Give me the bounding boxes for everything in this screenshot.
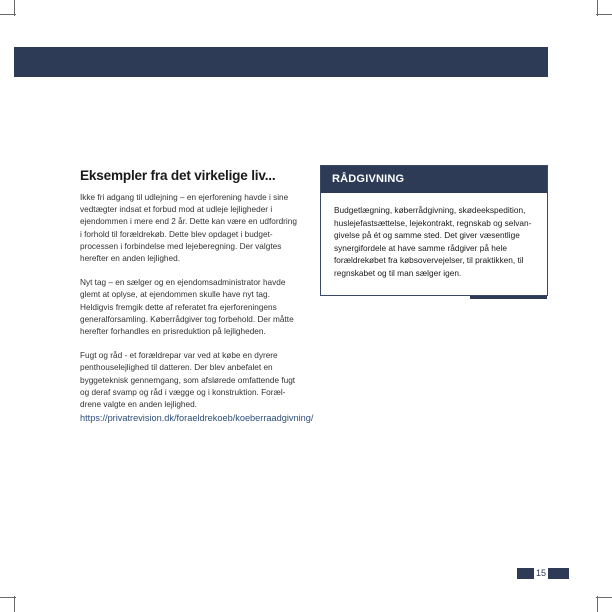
crop-mark-left-bottom [0, 597, 16, 598]
paragraph-line: generalforsamling. Køberrådgiver tog forbehold. Der måtte [80, 314, 294, 324]
header-bar [14, 47, 548, 77]
box-body [321, 193, 547, 280]
box-title: RÅDGIVNING [321, 166, 547, 193]
koeberraadgivning-link[interactable]: https://privatrevision.dk/foraeldrekoeb/koeberraadgivning/ [80, 413, 314, 423]
crop-mark-bottom-left [14, 596, 15, 612]
paragraph-line: glemt at oplyse, at ejendommen skulle have nyt tag. [80, 290, 270, 300]
crop-mark-bottom-right [597, 596, 598, 612]
paragraph-line: ejendommen i mere end 2 år. Dette kan være en udfordring [80, 217, 297, 227]
page-number: 15 [535, 568, 546, 578]
box-line: synergifordele at have samme rådgiver på hele [334, 242, 507, 253]
paragraph-line: drene valgte en anden lejlighed. [80, 400, 197, 410]
paragraph-line: i forhold til forældrekøb. Dette blev opdaget i budget- [80, 229, 273, 239]
box-line: huslejefastsættelse, lejekontrakt, regnskab og selvan- [334, 217, 532, 228]
example-paragraph-1 [80, 192, 312, 265]
section-heading: Eksempler fra det virkelige liv... [80, 168, 276, 183]
paragraph-line: Heldigvis fremgik dette af referatet fra ejerforeningens [80, 302, 277, 312]
crop-mark-left-top [0, 14, 16, 15]
example-paragraph-2 [80, 277, 312, 338]
paragraph-line: byggeteknisk gennemgang, som afslørede omfattende fugt [80, 375, 296, 385]
raadgivning-box [320, 165, 548, 296]
example-paragraph-3 [80, 350, 312, 411]
paragraph-line: herefter en anden lejlighed. [80, 254, 180, 264]
paragraph-line: Nyt tag – en sælger og en ejendomsadministrator havde [80, 278, 286, 288]
examples-column [80, 168, 312, 423]
box-line: forældrekøbet fra købsovervejelser, til praktikken, til [334, 255, 524, 266]
box-line: regnskabet og til man sælger igen. [334, 267, 462, 278]
paragraph-line: og deraf svamp og råd i vægge og i konstruktion. Foræl- [80, 387, 286, 397]
paragraph-line: Ikke fri adgang til udlejning – en ejerforening havde i sine [80, 193, 289, 202]
box-line: givelse på ét og samme sted. Det giver væsentlige [334, 230, 520, 241]
paragraph-line: penthouselejlighed til datteren. Der blev anbefalet en [80, 363, 273, 373]
paragraph-line: processen i forbindelse med lejeberegning. Der valgtes [80, 241, 282, 251]
crop-mark-right-top [596, 14, 612, 15]
paragraph-line: herefter forhandles en prisreduktion på lejligheden. [80, 327, 266, 337]
crop-mark-right-bottom [596, 597, 612, 598]
paragraph-line: Fugt og råd - et forældrepar var ved at købe en dyrere [80, 351, 278, 361]
box-line: Budgetlægning, køberrådgivning, skødeekspedition, [334, 205, 526, 215]
paragraph-line: vedtægter indsat et forbud mod at udleje lejligheder i [80, 205, 273, 215]
